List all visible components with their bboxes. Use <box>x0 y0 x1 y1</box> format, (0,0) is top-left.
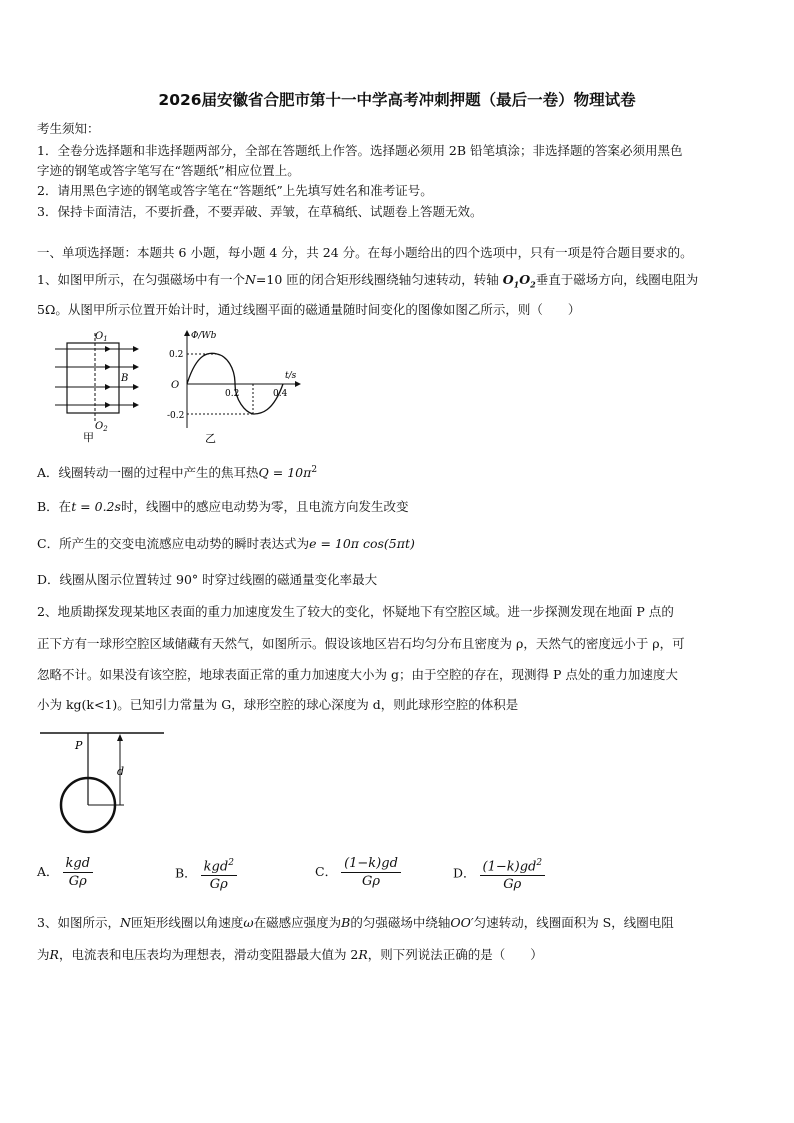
q1-figure-jia <box>55 325 145 445</box>
q3-stem-line-1: 3、如图所示，N匝矩形线圈以角速度ω在磁感应强度为B的匀强磁场中绕轴OO′匀速转动，线圈面积为 S，线圈电阻 <box>37 915 674 930</box>
t-label: t/s <box>285 371 297 381</box>
q1-option-a: A．线圈转动一圈的过程中产生的焦耳热$Q = 10\pi^2$ <box>37 465 318 481</box>
arrow-4 <box>133 402 139 408</box>
tick-y-pos: 0.2 <box>169 350 184 360</box>
q1-text-b: =10 匝的闭合矩形线圈绕轴匀速转动，转轴 <box>255 272 499 287</box>
q1-stem-line-2: 5Ω。从图甲所示位置开始计时，通过线圈平面的磁通量随时间变化的图像如图乙所示，则（ ） <box>37 302 581 317</box>
arrow-2 <box>133 364 139 370</box>
notice-line-3: 2．请用黑色字迹的钢笔或答字笔在“答题纸”上先填写姓名和准考证号。 <box>37 183 433 198</box>
q2-stem-line-3: 忽略不计。如果没有该空腔，地球表面正常的重力加速度大小为 g；由于空腔的存在，现测得 P 点处的重力加速度大 <box>37 667 678 682</box>
q1-text-c: 垂直于磁场方向，线圈电阻为 <box>535 272 699 287</box>
label-d: d <box>117 765 125 778</box>
notice-line-4: 3．保持卡面清洁，不要折叠，不要弄破、弄皱，在草稿纸、试题卷上答题无效。 <box>37 204 483 219</box>
q1-axis: $O_1O_2$ <box>502 272 536 290</box>
q2-stem-line-1: 2、地质勘探发现某地区表面的重力加速度发生了较大的变化，怀疑地下有空腔区域。进一步探测发现在地面 P 点的 <box>37 604 674 619</box>
q3-stem-line-2: 为R，电流表和电压表均为理想表，滑动变阻器最大值为 2R，则下列说法正确的是（ ） <box>37 947 543 962</box>
label-o1: $O_1$ <box>95 331 108 343</box>
q2-stem-line-2: 正下方有一球形空腔区域储藏有天然气，如图所示。假设该地区岩石均匀分布且密度为 ρ，天然气的密度远小于 ρ，可 <box>37 636 685 651</box>
tick-x2: 0.4 <box>273 389 288 399</box>
page-title: 2026届安徽省合肥市第十一中学高考冲刺押题（最后一卷）物理试卷 <box>158 91 636 109</box>
coil-rect <box>67 343 119 413</box>
tick-x1: 0.2 <box>225 389 240 399</box>
q1-figure-yi <box>165 328 305 446</box>
label-p: P <box>75 739 83 752</box>
q1-option-b: B．在t = 0.2s时，线圈中的感应电动势为零，且电流方向发生改变 <box>37 499 409 514</box>
tick-y-neg: -0.2 <box>167 411 185 421</box>
q2-stem-line-4: 小为 kg(k<1)。已知引力常量为 G，球形空腔的球心深度为 d，则此球形空腔的体积是 <box>37 697 519 712</box>
notice-line-2: 字迹的钢笔或答字笔写在“答题纸”相应位置上。 <box>37 163 300 178</box>
notice-line-1: 1．全卷分选择题和非选择题两部分，全部在答题纸上作答。选择题必须用 2B 铅笔填涂；非选择题的答案必须用黑色 <box>37 143 683 158</box>
q2-option-b: B． $\frac{kgd^2}{G\rho}$ <box>175 856 237 892</box>
caption-yi: 乙 <box>205 432 216 445</box>
notice-heading: 考生须知： <box>37 121 100 136</box>
q2-figure <box>40 725 170 845</box>
q1-stem-line-1 <box>37 272 698 293</box>
phi-label: Φ/Wb <box>191 331 217 341</box>
arrow-1 <box>133 346 139 352</box>
label-b: B <box>121 373 129 384</box>
label-o2: $O_2$ <box>95 421 108 433</box>
q1-option-c: C．所产生的交变电流感应电动势的瞬时表达式为e = 10π cos(5πt) <box>37 536 415 551</box>
arrow-3 <box>133 384 139 390</box>
q2-option-d: D． $\frac{(1-k)gd^2}{G\rho}$ <box>453 856 545 892</box>
origin-label: O <box>171 380 180 391</box>
caption-jia: 甲 <box>83 431 94 444</box>
q1-text-a: 1、如图甲所示，在匀强磁场中有一个 <box>37 272 245 287</box>
q2-option-a: A． $\frac{\text{kgd}}{G\rho}$ <box>37 856 93 889</box>
q1-option-d: D．线圈从图示位置转过 90° 时穿过线圈的磁通量变化率最大 <box>37 572 378 587</box>
section-header: 一、单项选择题：本题共 6 小题，每小题 4 分，共 24 分。在每小题给出的四个选项中，只有一项是符合题目要求的。 <box>37 245 693 260</box>
q1-n: N <box>244 272 256 287</box>
q2-option-c: C． $\frac{(1-k)gd}{G\rho}$ <box>315 856 401 889</box>
